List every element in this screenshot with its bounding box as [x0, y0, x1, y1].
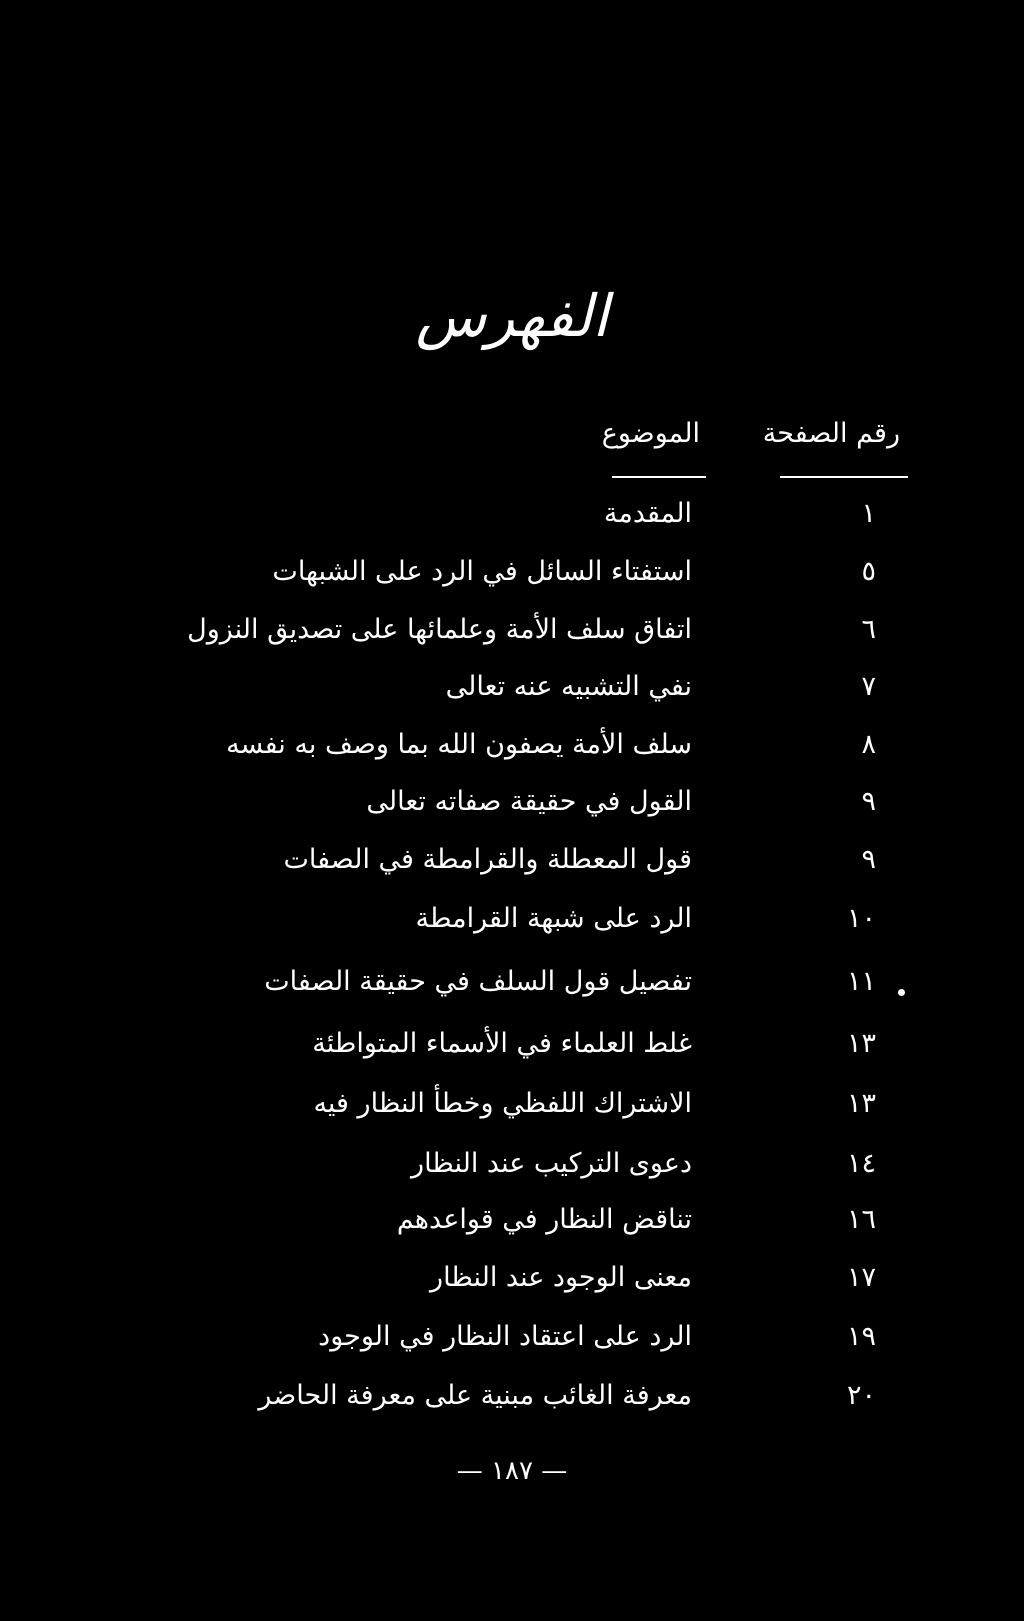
toc-page-number: ٢٠ [846, 1380, 876, 1411]
toc-entry [0, 1084, 1024, 1124]
toc-entry [0, 782, 1024, 822]
toc-entry [0, 667, 1024, 707]
toc-topic: الرد على شبهة القرامطة [415, 903, 692, 934]
toc-topic: الاشتراك اللفظي وخطأ النظار فيه [313, 1088, 692, 1119]
toc-page-number: ١٤ [846, 1148, 876, 1179]
toc-page-number: ٨ [861, 729, 876, 760]
toc-entry [0, 962, 1024, 1002]
toc-entry [0, 1200, 1024, 1240]
toc-page-number: ٩ [861, 844, 876, 875]
page-number-footer: — ١٨٧ — [456, 1456, 568, 1486]
toc-entry [0, 1376, 1024, 1416]
toc-topic: اتفاق سلف الأمة وعلمائها على تصديق النزول [187, 614, 692, 645]
toc-topic: دعوى التركيب عند النظار [411, 1148, 692, 1179]
toc-page-number: ١٣ [846, 1028, 876, 1059]
toc-entry [0, 552, 1024, 592]
toc-page-number: ١٩ [846, 1321, 876, 1352]
toc-page-number: ١٣ [846, 1088, 876, 1119]
toc-page-number: ١١ [846, 966, 876, 997]
toc-topic: المقدمة [603, 498, 692, 529]
toc-topic: غلط العلماء في الأسماء المتواطئة [312, 1028, 692, 1059]
toc-topic: القول في حقيقة صفاته تعالى [366, 786, 692, 817]
toc-entry [0, 610, 1024, 650]
page-title: الفهرس [415, 282, 609, 350]
toc-page-number: ١ [861, 498, 876, 529]
toc-page-number: ٥ [861, 556, 876, 587]
toc-entry [0, 494, 1024, 534]
toc-topic: تفصيل قول السلف في حقيقة الصفات [264, 966, 692, 997]
toc-entry [0, 1144, 1024, 1184]
toc-topic: نفي التشبيه عنه تعالى [445, 671, 692, 702]
toc-entry [0, 899, 1024, 939]
page-header-rule [780, 476, 908, 478]
toc-topic: قول المعطلة والقرامطة في الصفات [283, 844, 692, 875]
toc-entry [0, 725, 1024, 765]
topic-column-header: الموضوع [601, 418, 700, 449]
toc-entry [0, 1317, 1024, 1357]
toc-page-number: ١٠ [846, 903, 876, 934]
toc-page-number: ٩ [861, 786, 876, 817]
toc-topic: سلف الأمة يصفون الله بما وصف به نفسه [226, 729, 692, 760]
toc-entry [0, 840, 1024, 880]
toc-page-number: ١٧ [846, 1262, 876, 1293]
page-column-header: رقم الصفحة [762, 418, 900, 449]
toc-entry [0, 1258, 1024, 1298]
toc-topic: معنى الوجود عند النظار [430, 1262, 692, 1293]
toc-entry [0, 1024, 1024, 1064]
margin-mark [898, 989, 905, 996]
toc-page-number: ٦ [861, 614, 876, 645]
toc-topic: تناقض النظار في قواعدهم [396, 1204, 692, 1235]
toc-topic: الرد على اعتقاد النظار في الوجود [318, 1321, 692, 1352]
toc-topic: معرفة الغائب مبنية على معرفة الحاضر [258, 1380, 692, 1411]
toc-topic: استفتاء السائل في الرد على الشبهات [272, 556, 692, 587]
toc-page-number: ١٦ [846, 1204, 876, 1235]
toc-page-number: ٧ [861, 671, 876, 702]
topic-header-rule [612, 476, 706, 478]
